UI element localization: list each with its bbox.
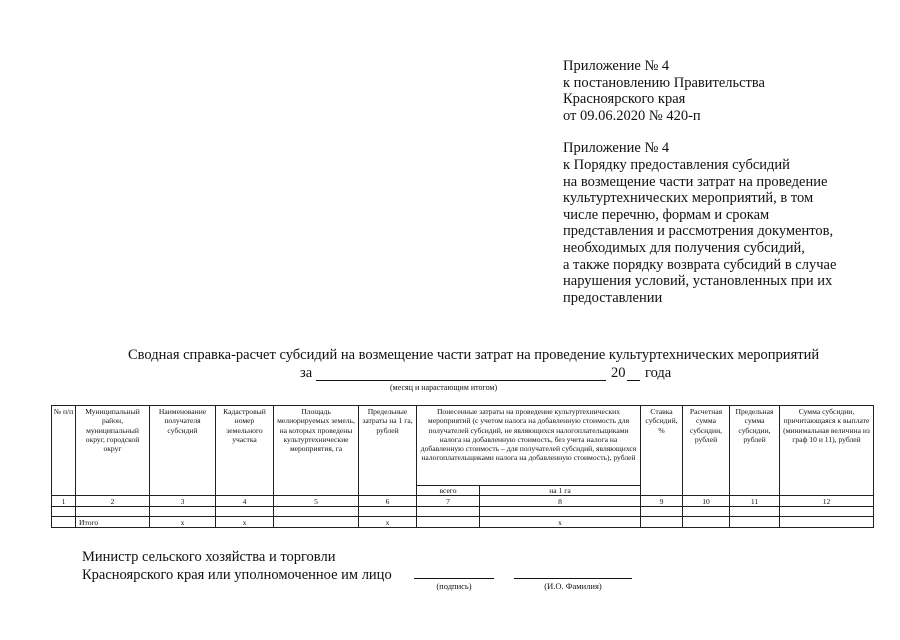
table-cell [683, 517, 730, 528]
calculation-table [51, 405, 874, 528]
column-number-row [52, 496, 874, 507]
appendix-line: предоставлении [563, 289, 663, 306]
document-title: Сводная справка-расчет субсидий на возмещение части затрат на проведение культуртехнических мероприятий [128, 347, 820, 363]
column-number: 1 [52, 496, 76, 507]
appendix-block [563, 58, 883, 306]
table-cell [359, 507, 417, 517]
period-year-blank [627, 380, 640, 381]
name-line [514, 578, 632, 579]
period-hint: (месяц и нарастающим итогом) [390, 383, 498, 392]
table-cell [417, 507, 480, 517]
appendix-resolution [563, 58, 883, 124]
table-cell [417, 517, 480, 528]
table-cell [216, 507, 274, 517]
appendix-line: к Порядку предоставления субсидий [563, 156, 790, 173]
appendix-line: нарушения условий, установленных при их [563, 273, 833, 290]
appendix-line: числе перечню, формам и срокам [563, 206, 770, 223]
header-payable-sum: Сумма субсидии, причитающаяся к выплате (минимальная величина из граф 10 и 11), рублей [780, 406, 874, 496]
signatory-title-line2: Красноярского края или уполномоченное им лицо [82, 567, 392, 583]
table-cell [52, 507, 76, 517]
appendix-line: к постановлению Правительства [563, 74, 765, 91]
total-row [52, 517, 874, 528]
period-line [300, 365, 720, 383]
column-number: 8 [480, 496, 641, 507]
period-prefix: за [300, 365, 313, 381]
header-costs-total: всего [417, 486, 480, 496]
column-number: 10 [683, 496, 730, 507]
table-cell [780, 507, 874, 517]
column-number: 11 [730, 496, 780, 507]
appendix-line: культуртехнических мероприятий, в том [563, 190, 814, 207]
table-cell [683, 507, 730, 517]
appendix-line: Приложение № 4 [563, 58, 670, 74]
column-number: 7 [417, 496, 480, 507]
period-month-blank [316, 380, 606, 381]
header-calculated-sum: Расчетная сумма субсидии, рублей [683, 406, 730, 496]
total-cell-recipient: x [150, 517, 216, 528]
table-cell [780, 517, 874, 528]
period-year-prefix: 20 [611, 365, 626, 381]
header-subsidy-rate: Ставка субсидий, % [641, 406, 683, 496]
column-number: 12 [780, 496, 874, 507]
appendix-line: Красноярского края [563, 91, 686, 108]
appendix-line: а также порядку возврата субсидий в случае [563, 256, 837, 273]
header-recipient: Наименование получателя субсидий [150, 406, 216, 496]
signature-line [414, 578, 494, 579]
table-cell [480, 507, 641, 517]
appendix-line: представления и рассмотрения документов, [563, 223, 834, 240]
signature-block [82, 548, 392, 584]
appendix-procedure [563, 140, 883, 306]
header-limit-costs: Предельные затраты на 1 га, рублей [359, 406, 417, 496]
column-number: 6 [359, 496, 417, 507]
appendix-line: необходимых для получения субсидий, [563, 239, 805, 256]
appendix-line: Приложение № 4 [563, 140, 670, 157]
column-number: 9 [641, 496, 683, 507]
table-cell [52, 517, 76, 528]
name-hint: (И.О. Фамилия) [544, 581, 602, 591]
signature-hint: (подпись) [436, 581, 472, 591]
table-cell [641, 507, 683, 517]
column-number: 3 [150, 496, 216, 507]
signatory-title-line1: Министр сельского хозяйства и торговли [82, 549, 336, 565]
column-number: 4 [216, 496, 274, 507]
header-number: № п/п [52, 406, 76, 496]
total-cell-limit-costs: x [359, 517, 417, 528]
header-limit-sum: Предельная сумма субсидии, рублей [730, 406, 780, 496]
header-municipality: Муниципальный район, муниципальный округ, городской округ [76, 406, 150, 496]
appendix-line: от 09.06.2020 № 420-п [563, 107, 701, 124]
column-number: 5 [274, 496, 359, 507]
header-costs-per-ha: на 1 га [480, 486, 641, 496]
table-cell [730, 517, 780, 528]
total-label: Итого [76, 517, 150, 528]
table-cell [274, 517, 359, 528]
table-cell [76, 507, 150, 517]
total-cell-cadastral: x [216, 517, 274, 528]
header-cadastral-number: Кадастровый номер земельного участка [216, 406, 274, 496]
table-row [52, 507, 874, 517]
column-number: 2 [76, 496, 150, 507]
period-year-suffix: года [645, 365, 672, 381]
total-cell-per-ha: x [480, 517, 641, 528]
table-cell [150, 507, 216, 517]
table-cell [274, 507, 359, 517]
table-cell [641, 517, 683, 528]
table-cell [730, 507, 780, 517]
header-area: Площадь мелиорируемых земель, на которых проведены культуртехнические мероприятия, га [274, 406, 359, 496]
appendix-line: на возмещение части затрат на проведение [563, 173, 828, 190]
header-incurred-costs: Понесенные затраты на проведение культуртехнических мероприятий (с учетом налога на добавленную стоимость для получателей субсидий, не являющихся налогоплательщиками налога на добавленную стоимость, без учета налога на добавленную стоимость – для получателей субсидий, являющихся налогоплательщиками налога на добавленную стоимость), рублей [417, 406, 641, 486]
